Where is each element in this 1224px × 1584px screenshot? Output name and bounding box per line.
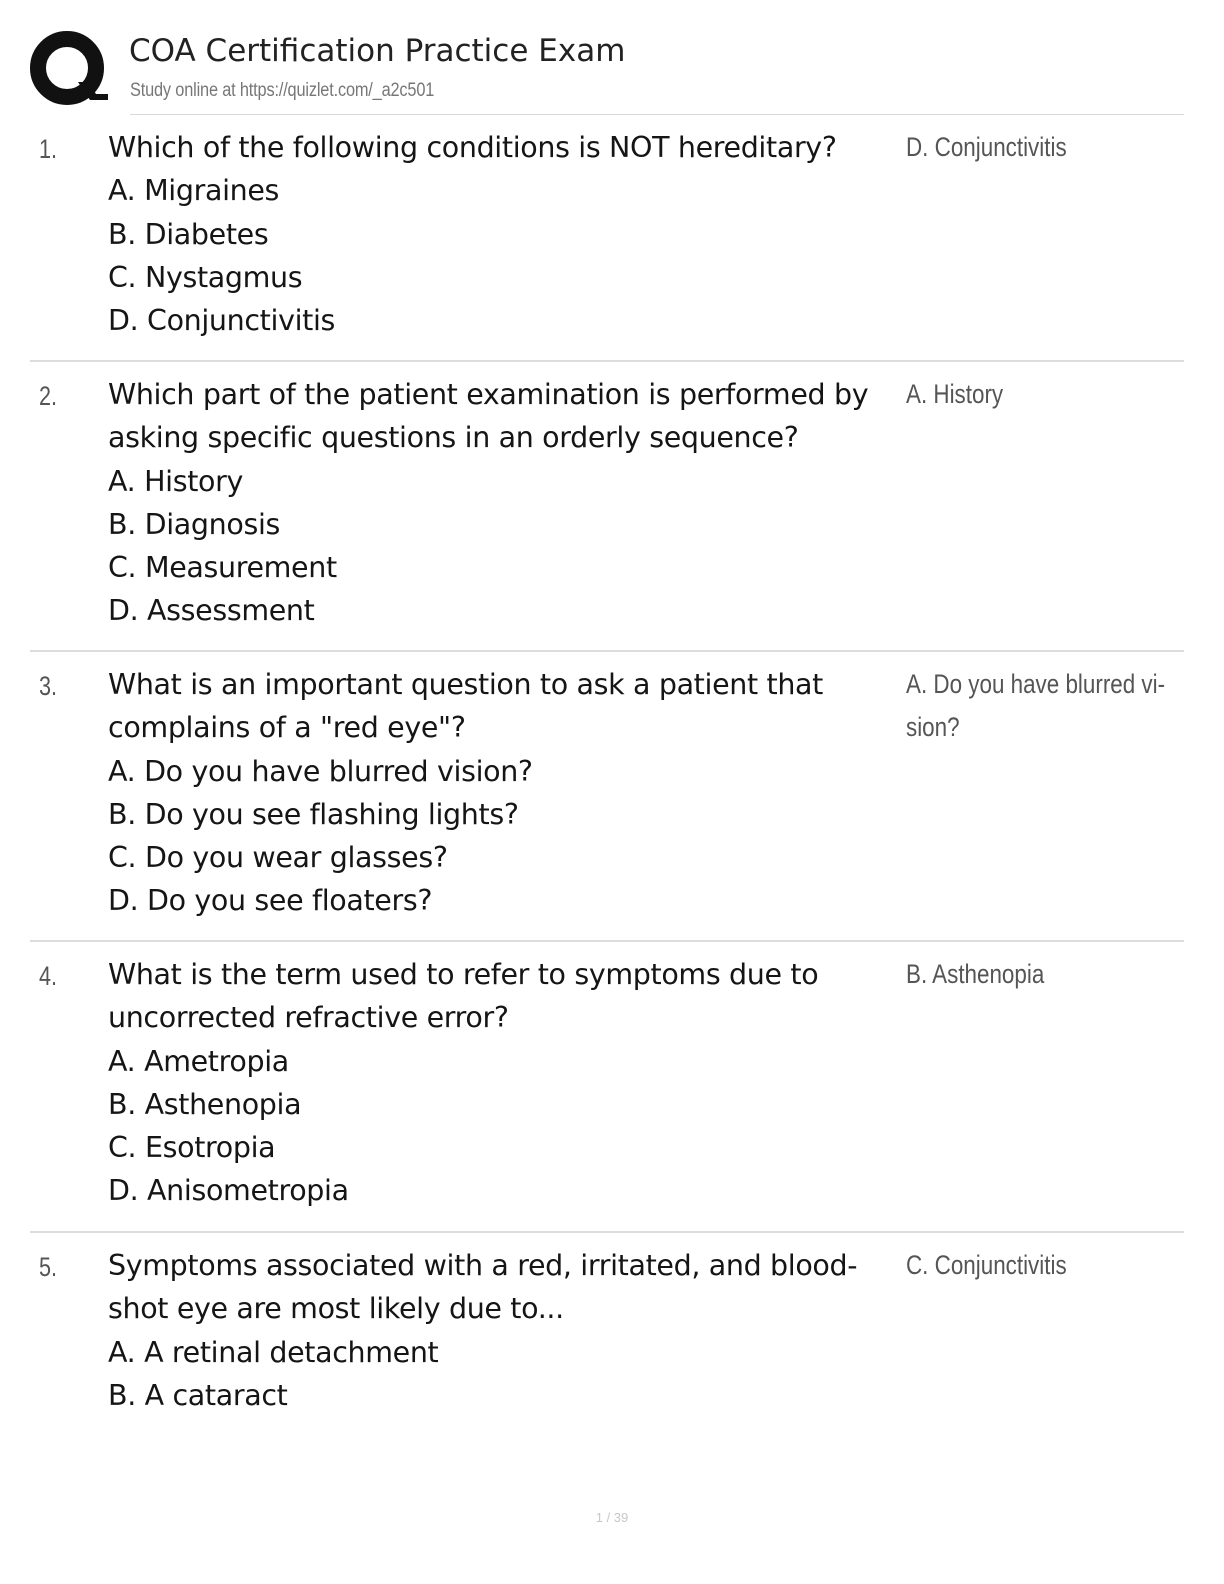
answer-text	[906, 126, 1147, 169]
option-line: A. A retinal detachment	[108, 1335, 439, 1369]
option-line: C. Do you wear glasses?	[108, 841, 448, 875]
option-line: C. Nystagmus	[108, 260, 303, 294]
question-line: What is the term used to refer to symptoms due to	[108, 958, 819, 991]
question-line: Which part of the patient examination is performed by	[108, 378, 869, 411]
header-divider	[130, 114, 1184, 115]
option-line: D. Anisometropia	[108, 1174, 349, 1208]
question-line: complains of a "red eye"?	[108, 711, 466, 745]
answer-line: A. Do you have blurred vi-	[906, 669, 1166, 699]
answer-line: sion?	[906, 712, 960, 743]
question-number: 2.	[39, 381, 58, 411]
question-text	[108, 1244, 908, 1417]
option-line: D. Conjunctivitis	[108, 304, 336, 338]
option-line: B. Diagnosis	[108, 507, 281, 541]
card-divider	[30, 650, 1184, 652]
option-line: B. Do you see flashing lights?	[108, 797, 519, 831]
question-number: 1.	[39, 134, 58, 164]
card-divider	[30, 360, 1184, 362]
option-line: C. Esotropia	[108, 1131, 276, 1165]
question-number: 4.	[39, 961, 58, 991]
option-line: A. Do you have blurred vision?	[108, 754, 533, 788]
card-divider	[30, 940, 1184, 942]
option-line: A. Ametropia	[108, 1044, 289, 1078]
question-text	[108, 953, 908, 1213]
study-online-link[interactable]: Study online at https://quizlet.com/_a2c501	[130, 80, 435, 101]
answer-line: B. Asthenopia	[906, 959, 1045, 989]
option-line: B. Asthenopia	[108, 1087, 302, 1121]
answer-text	[906, 373, 1147, 416]
answer-line: A. History	[906, 379, 1004, 409]
option-line: D. Assessment	[108, 594, 315, 628]
page-indicator: 1 / 39	[595, 1510, 629, 1525]
option-line: B. Diabetes	[108, 217, 269, 251]
answer-line: C. Conjunctivitis	[906, 1250, 1067, 1280]
answer-line: D. Conjunctivitis	[906, 132, 1067, 162]
answer-text	[906, 1244, 1147, 1287]
option-line: A. Migraines	[108, 174, 280, 208]
question-line: Which of the following conditions is NOT hereditary?	[108, 131, 837, 164]
option-line: D. Do you see floaters?	[108, 884, 433, 918]
question-number: 5.	[39, 1252, 58, 1282]
question-text	[108, 373, 908, 633]
quizlet-logo-icon	[30, 30, 108, 108]
question-number: 3.	[39, 671, 58, 701]
option-line: B. A cataract	[108, 1378, 288, 1412]
answer-text	[906, 953, 1147, 996]
question-line: shot eye are most likely due to...	[108, 1292, 564, 1326]
question-line: uncorrected refractive error?	[108, 1001, 509, 1035]
card-divider	[30, 1231, 1184, 1233]
question-line: asking specific questions in an orderly sequence?	[108, 421, 799, 455]
answer-text	[906, 663, 1166, 750]
document-title: COA Certification Practice Exam	[129, 33, 626, 69]
question-text	[108, 663, 908, 923]
question-line: Symptoms associated with a red, irritated, and blood-	[108, 1249, 858, 1282]
question-line: What is an important question to ask a patient that	[108, 668, 823, 701]
option-line: A. History	[108, 464, 244, 498]
option-line: C. Measurement	[108, 551, 337, 585]
question-text	[108, 126, 908, 342]
